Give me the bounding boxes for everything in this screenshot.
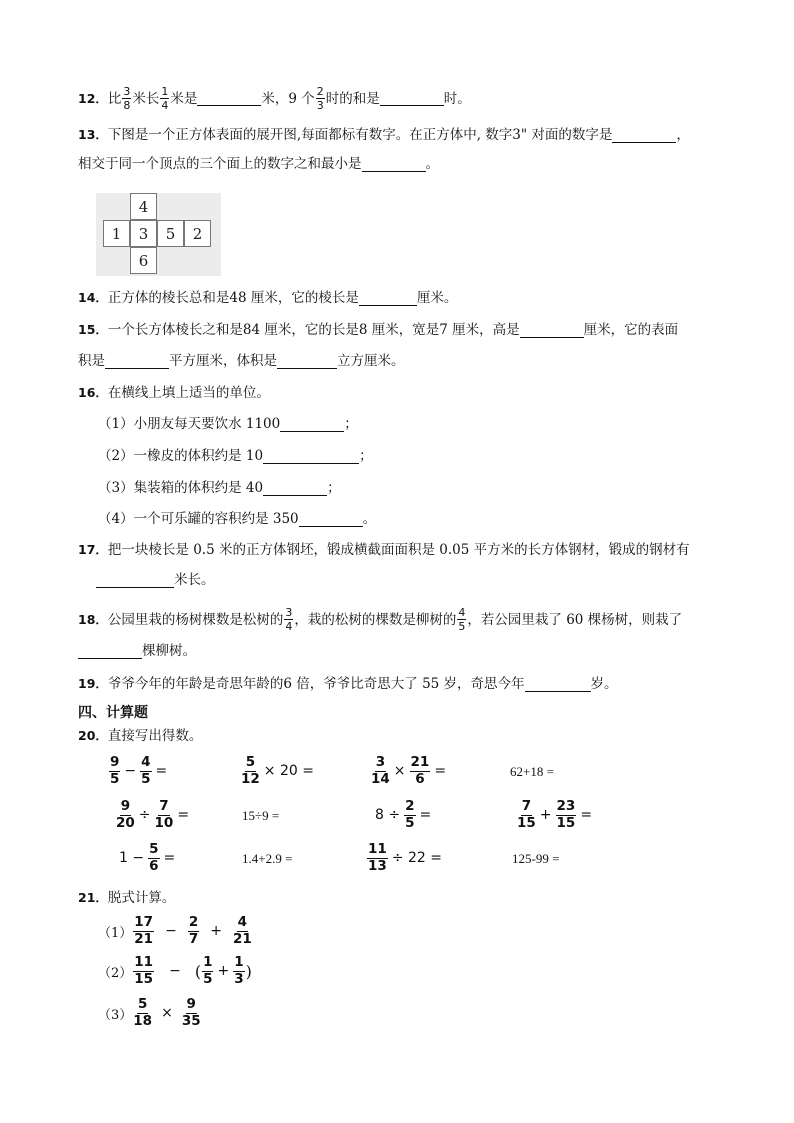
question-number: 21． [78, 890, 108, 905]
question-14: 14． 正方体的棱长总和是48 厘米，它的棱长是 厘米。 [78, 290, 458, 306]
answer-blank[interactable] [105, 354, 169, 369]
question-18-line-2: 棵柳树。 [78, 641, 196, 661]
question-20: 20． 直接写出得数。 [78, 728, 203, 744]
question-15-line-2: 积是 平方厘米，体积是 立方厘米。 [78, 353, 405, 369]
expression: $\frac{3}{14}$ × $\frac{21}{6}$ = [371, 754, 447, 787]
question-number: 14． [78, 290, 108, 305]
question-15: 15． 一个长方体棱长之和是84 厘米，它的长是8 厘米，宽是7 厘米，高是 厘米，它的表面 [78, 322, 679, 338]
net-face: 2 [184, 220, 211, 247]
answer-blank[interactable] [78, 644, 142, 659]
question-18: 18． 公园里栽的杨树棵数是松树的 $\frac{3}{4}$ ，栽的松树的棵数是柳树的 $\frac{4}{5}$ ，若公园里栽了 60 棵杨树，则栽了 [78, 606, 683, 633]
fraction: $\frac{3}{8}$ [123, 85, 131, 112]
net-face-bottom: 6 [130, 247, 157, 274]
question-12: 12． 比 $\frac{3}{8}$ 米长 $\frac{1}{4}$ 米是 米，9 个 $\frac{2}{3}$ 时的和是 时。 [78, 85, 471, 112]
question-16: 16． 在横线上填上适当的单位。 [78, 385, 270, 401]
question-16-item: （3）集装箱的体积约是 40 ； [98, 480, 341, 496]
expression: 1.4+2.9 = [242, 851, 293, 866]
expression: $\frac{7}{15}$ + $\frac{23}{15}$ = [517, 798, 593, 831]
expression: 125-99 = [512, 851, 560, 866]
fraction: $\frac{4}{5}$ [458, 606, 466, 633]
net-face: 1 [103, 220, 130, 247]
expression: 15÷9 = [242, 808, 280, 823]
expression: $\frac{9}{5}$ − $\frac{4}{5}$ = [110, 754, 168, 787]
answer-blank[interactable] [299, 512, 363, 527]
answer-blank[interactable] [520, 323, 584, 338]
question-13: 13． 下图是一个正方体表面的展开图,每面都标有数字。在正方体中, 数字3" 对面的数字是 ， [78, 127, 690, 143]
answer-blank[interactable] [612, 128, 676, 143]
section-heading: 四、计算题 [78, 705, 148, 721]
net-face: 5 [157, 220, 184, 247]
question-16-item: （4）一个可乐罐的容积约是 350 。 [98, 511, 377, 527]
cube-net-figure [96, 193, 221, 276]
question-13-line-2: 相交于同一个顶点的三个面上的数字之和最小是 。 [78, 156, 439, 172]
expression: 1 − $\frac{5}{6}$ = [119, 841, 176, 874]
question-16-item: （1）小朋友每天要饮水 1100 ； [98, 416, 358, 432]
expression: $\frac{9}{20}$ ÷ $\frac{7}{10}$ = [116, 798, 190, 831]
expression: 8 ÷ $\frac{2}{5}$ = [375, 798, 432, 831]
answer-blank[interactable] [380, 91, 444, 106]
net-face-top: 4 [130, 193, 157, 220]
answer-blank[interactable] [263, 481, 327, 496]
question-number: 18． [78, 611, 108, 627]
answer-blank[interactable] [96, 573, 174, 588]
question-17: 17． 把一块棱长是 0.5 米的正方体钢坯，锻成横截面面积是 0.05 平方米的长方体钢材，锻成的钢材有 [78, 542, 690, 558]
expression: $\frac{5}{12}$ × 20 = [241, 754, 314, 787]
calc-expression-2: （2） $\frac{11}{15}$ − ( $\frac{1}{5}$ + $\frac{1}{3}$ ) [98, 954, 252, 987]
fraction: $\frac{3}{4}$ [285, 606, 293, 633]
answer-blank[interactable] [525, 677, 591, 692]
answer-blank[interactable] [362, 157, 426, 172]
question-16-item: （2）一橡皮的体积约是 10 ； [98, 448, 373, 464]
fraction: $\frac{1}{4}$ [161, 85, 169, 112]
answer-blank[interactable] [277, 354, 337, 369]
expression: $\frac{11}{13}$ ÷ 22 = [368, 841, 442, 874]
question-21: 21． 脱式计算。 [78, 890, 176, 906]
expression: 62+18 = [510, 764, 554, 779]
question-number: 19． [78, 676, 108, 691]
question-number: 12． [78, 90, 108, 106]
question-17-line-2: 米长。 [96, 570, 215, 590]
question-number: 16． [78, 385, 108, 400]
answer-blank[interactable] [197, 91, 261, 106]
answer-blank[interactable] [263, 449, 359, 464]
question-number: 15． [78, 322, 108, 337]
question-19: 19． 爷爷今年的年龄是奇思年龄的6 倍，爷爷比奇思大了 55 岁，奇思今年 岁。 [78, 676, 618, 692]
question-number: 13． [78, 127, 108, 142]
calc-expression-3: （3） $\frac{5}{18}$ × $\frac{9}{35}$ [98, 996, 201, 1029]
calc-expression-1: （1） $\frac{17}{21}$ − $\frac{2}{7}$ + $\frac{4}{21}$ [98, 914, 252, 947]
net-face: 3 [130, 220, 157, 247]
answer-blank[interactable] [359, 291, 417, 306]
question-number: 17． [78, 542, 108, 557]
question-number: 20． [78, 728, 108, 743]
answer-blank[interactable] [280, 417, 344, 432]
fraction: $\frac{2}{3}$ [316, 85, 324, 112]
